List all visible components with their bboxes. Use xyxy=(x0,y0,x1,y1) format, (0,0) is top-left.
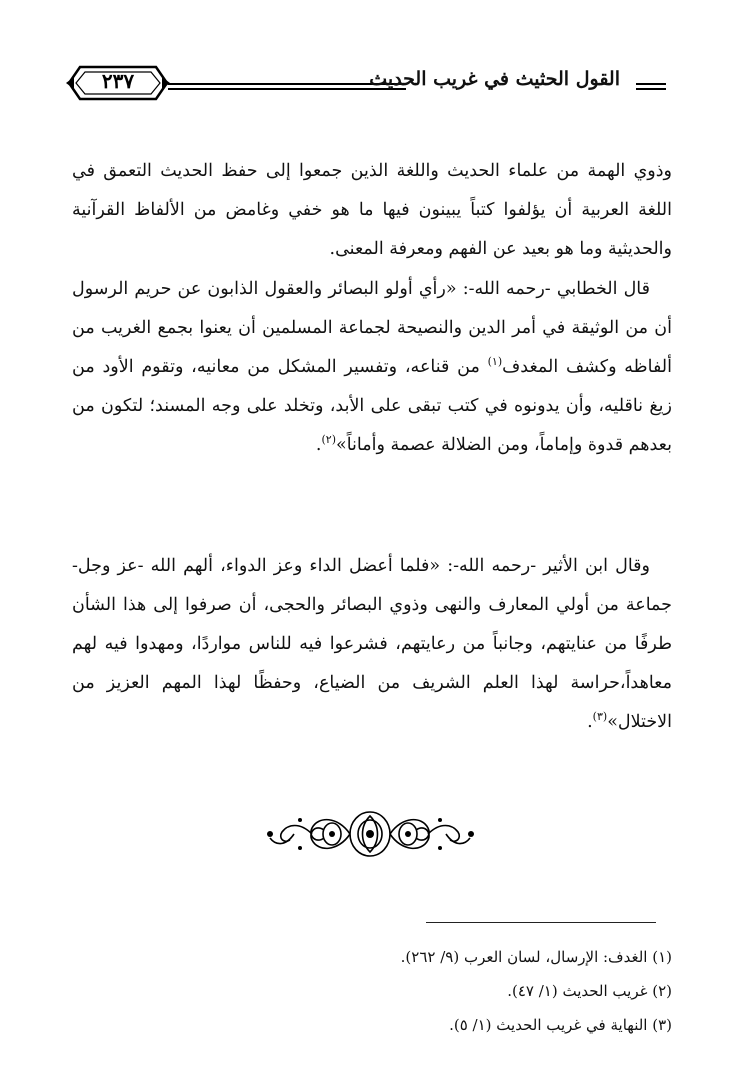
khattabi-quote-part1: قال الخطابي -رحمه الله-: «رأي أولو البصائر والعقول الذابون عن حريم الرسول أن من الوثيقة في أمر الدين والنصيحة لجماعة المسلمين أن يعنوا بجمع الغريب من ألفاظه وكشف المغدف xyxy=(72,279,672,377)
paragraph-3 xyxy=(72,547,672,742)
footnote-ref-3[interactable]: (٣) xyxy=(592,710,608,724)
footnote-2: (٢) غريب الحديث (١/ ٤٧). xyxy=(507,982,672,1000)
paragraph-3-end: . xyxy=(587,712,593,732)
paragraph-1 xyxy=(72,152,672,269)
running-title: القول الحثيث في غريب الحديث xyxy=(369,68,620,90)
ibn-athir-quote: وقال ابن الأثير -رحمه الله-: «فلما أعضل الداء وعز الدواء، ألهم الله -عز وجل- جماعة من أولي المعارف والنهى وذوي البصائر والحجى، أن صرفوا إلى هذا الشأن طرفًا من عنايتهم، وجانباً من رعايتهم، فشرعوا فيه للناس مواردًا، ومهدوا فيه لهم معاهداً،حراسة لهذا العلم الشريف من الضياع، وحفظًا لهذا المهم العزيز من الاختلال» xyxy=(72,556,672,732)
arabesque-ornament-icon xyxy=(264,806,477,862)
footnote-ref-1[interactable]: (١) xyxy=(487,355,503,369)
footnote-ref-2[interactable]: (٢) xyxy=(321,433,336,447)
footnote-3: (٣) النهاية في غريب الحديث (١/ ٥). xyxy=(449,1016,672,1034)
footnote-separator xyxy=(426,922,656,923)
paragraph-1-text: وذوي الهمة من علماء الحديث واللغة الذين جمعوا إلى حفظ الحديث التعمق في اللغة العربية أن يؤلفوا كتباً يبينون فيها ما هو خفي وغامض من الألفاظ القرآنية والحديثية وما هو بعيد عن الفهم ومعرفة المعنى. xyxy=(72,161,672,259)
khattabi-quote-part2: من قناعه، وتفسير المشكل من معانيه، وتقوم الأود من زيغ ناقليه، وأن يدونوه في كتب تبقى على الأبد، وتخلد على وجه المسند؛ لتكون من بعدهم قدوة وإماماً، ومن الضلالة عصمة وأماناً» xyxy=(72,357,672,455)
page-header xyxy=(66,62,666,112)
paragraph-2 xyxy=(72,270,672,465)
footnotes xyxy=(72,940,672,1042)
paragraph-2-end: . xyxy=(315,435,322,455)
footnote-1: (١) الغدف: الإرسال، لسان العرب (٩/ ٢٦٢). xyxy=(400,948,672,966)
page-number: ٢٣٧ xyxy=(101,69,135,93)
